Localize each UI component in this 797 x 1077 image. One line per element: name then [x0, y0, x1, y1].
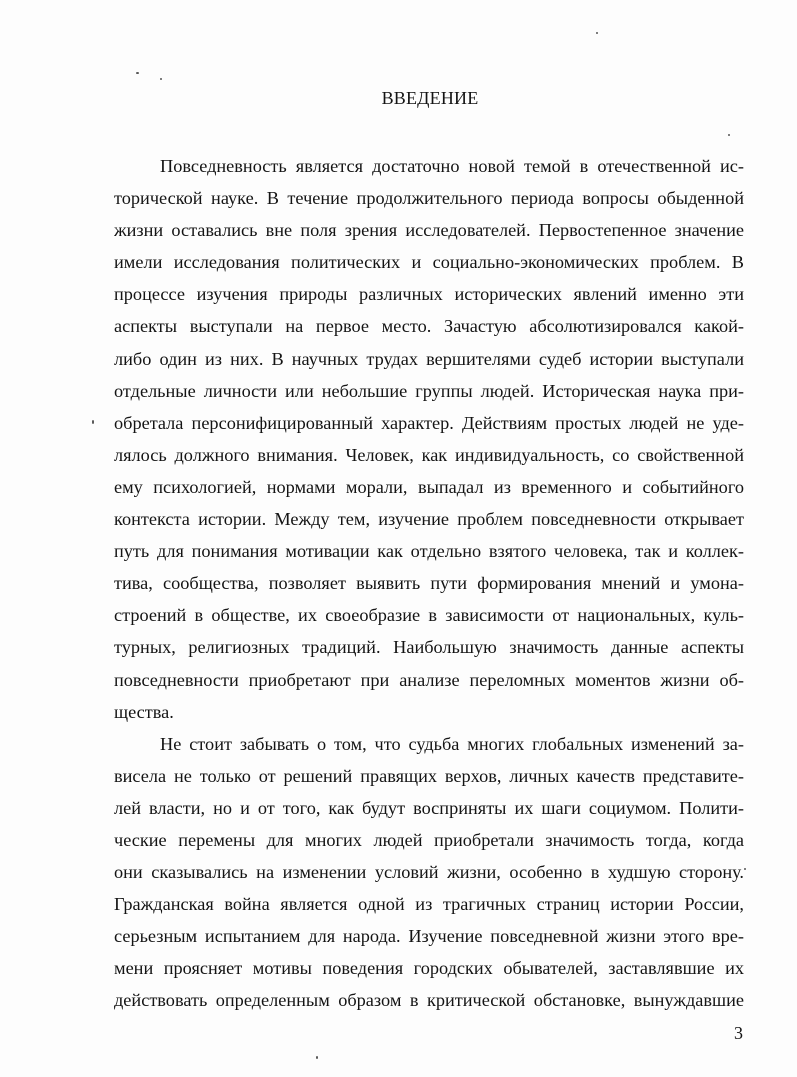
scan-speck: [160, 78, 162, 80]
body-text: [114, 150, 744, 1017]
text-line: Не стоит забывать о том, что судьба многих глобальных изменений за-: [160, 733, 744, 754]
section-heading: ВВЕДЕНИЕ: [381, 88, 479, 108]
scan-speck: [596, 32, 598, 34]
scan-speck: [136, 72, 139, 74]
text-line: серьезным испытанием для народа. Изучение повседневной жизни этого вре-: [114, 926, 744, 947]
text-line: жизни оставались вне поля зрения исследователей. Первостепенное значение: [114, 220, 744, 241]
page-number: 3: [734, 1023, 743, 1043]
text-line: имели исследования политических и социально-экономических проблем. В: [114, 252, 744, 273]
scan-speck: [728, 134, 730, 136]
text-line: мени проясняет мотивы поведения городских обывателей, заставлявшие их: [114, 958, 744, 979]
scan-speck: [316, 1056, 318, 1059]
text-line: лялось должного внимания. Человек, как индивидуальность, со свойственной: [114, 444, 744, 465]
text-line: путь для понимания мотивации как отдельно взятого человека, так и коллек-: [114, 541, 744, 562]
text-line: аспекты выступали на первое место. Зачастую абсолютизировался какой-: [114, 316, 744, 337]
text-line: турных, религиозных традиций. Наибольшую значимость данные аспекты: [114, 637, 744, 658]
text-line: лей власти, но и от того, как будут восприняты их шаги социумом. Полити-: [114, 797, 744, 818]
text-line: висела не только от решений правящих верхов, личных качеств представите-: [114, 765, 744, 786]
text-line: повседневности приобретают при анализе переломных моментов жизни об-: [114, 669, 744, 690]
text-line: обретала персонифицированный характер. Действиям простых людей не уде-: [114, 412, 744, 433]
text-line: строений в обществе, их своеобразие в зависимости от национальных, куль-: [114, 605, 744, 626]
text-line: тива, сообщества, позволяет выявить пути формирования мнений и умона-: [114, 573, 744, 594]
text-line: Повседневность является достаточно новой темой в отечественной ис-: [160, 156, 744, 176]
scan-speck: [92, 420, 94, 424]
text-line: торической науке. В течение продолжительного периода вопросы обыденной: [114, 188, 744, 209]
text-line: контекста истории. Между тем, изучение проблем повседневности открывает: [114, 509, 744, 530]
text-line: щества.: [114, 701, 174, 722]
text-line: процессе изучения природы различных исторических явлений именно эти: [114, 284, 744, 305]
text-line: они сказывались на изменении условий жизни, особенно в худшую сторону.: [114, 862, 744, 883]
text-line: Гражданская война является одной из трагичных страниц истории России,: [114, 894, 744, 915]
text-line: ему психологией, нормами морали, выпадал из временного и событийного: [114, 476, 744, 497]
text-line: либо один из них. В научных трудах вершителями судеб истории выступали: [114, 348, 744, 369]
text-line: ческие перемены для многих людей приобретали значимость тогда, когда: [114, 829, 744, 850]
text-line: действовать определенным образом в критической обстановке, вынуждавшие: [114, 990, 744, 1011]
scan-speck: [744, 868, 746, 870]
text-line: отдельные личности или небольшие группы людей. Историческая наука при-: [114, 380, 744, 401]
